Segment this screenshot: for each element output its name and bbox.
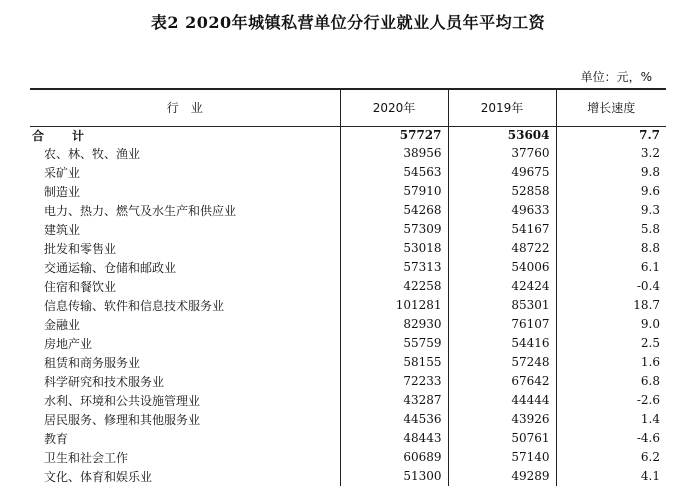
value-2019: 49675 [448, 163, 556, 182]
industry-name: 农、林、牧、渔业 [44, 146, 141, 161]
header-2020: 2020年 [340, 89, 448, 126]
industry-name: 金融业 [44, 317, 81, 332]
value-2020: 57910 [340, 182, 448, 201]
industry-name: 采矿业 [44, 165, 81, 180]
value-2019: 49633 [448, 201, 556, 220]
value-2020: 43287 [340, 391, 448, 410]
table-row [30, 144, 666, 163]
value-2019: 44444 [448, 391, 556, 410]
value-2020: 58155 [340, 353, 448, 372]
value-2019: 67642 [448, 372, 556, 391]
value-2020: 82930 [340, 315, 448, 334]
value-2019: 37760 [448, 144, 556, 163]
value-2020: 53018 [340, 239, 448, 258]
growth-rate: 6.1 [556, 258, 666, 277]
value-2019: 57140 [448, 448, 556, 467]
value-2020: 57309 [340, 220, 448, 239]
industry-name: 住宿和餐饮业 [44, 279, 117, 294]
table-row [30, 296, 666, 315]
table-row [30, 258, 666, 277]
growth-rate: 2.5 [556, 334, 666, 353]
total-label: 合 计 [32, 128, 93, 143]
value-2020: 42258 [340, 277, 448, 296]
industry-name: 居民服务、修理和其他服务业 [44, 412, 201, 427]
value-2020: 48443 [340, 429, 448, 448]
table-row [30, 448, 666, 467]
industry-name: 批发和零售业 [44, 241, 117, 256]
table-title: 表2 2020年城镇私营单位分行业就业人员年平均工资 [150, 13, 546, 32]
table-row [30, 391, 666, 410]
value-2020: 55759 [340, 334, 448, 353]
value-2020: 57313 [340, 258, 448, 277]
industry-name: 房地产业 [44, 336, 93, 351]
value-2019: 54006 [448, 258, 556, 277]
total-row [30, 126, 666, 144]
growth-rate: 3.2 [556, 144, 666, 163]
growth-rate: -4.6 [556, 429, 666, 448]
value-2020: 72233 [340, 372, 448, 391]
table-row [30, 163, 666, 182]
growth-rate: 8.8 [556, 239, 666, 258]
table-row [30, 315, 666, 334]
industry-name: 文化、体育和娱乐业 [44, 469, 153, 484]
header-2019: 2019年 [448, 89, 556, 126]
industry-name: 卫生和社会工作 [44, 450, 129, 465]
industry-name: 水利、环境和公共设施管理业 [44, 393, 201, 408]
value-2019: 43926 [448, 410, 556, 429]
value-2019: 54167 [448, 220, 556, 239]
unit-label: 单位：元，% [580, 70, 652, 84]
value-2019: 85301 [448, 296, 556, 315]
industry-name: 科学研究和技术服务业 [44, 374, 165, 389]
growth-rate: 9.8 [556, 163, 666, 182]
industry-name: 电力、热力、燃气及水生产和供应业 [44, 203, 237, 218]
growth-rate: 6.8 [556, 372, 666, 391]
value-2019: 50761 [448, 429, 556, 448]
industry-name: 交通运输、仓储和邮政业 [44, 260, 177, 275]
total-2019: 53604 [448, 126, 556, 144]
header-row [30, 89, 666, 126]
growth-rate: -0.4 [556, 277, 666, 296]
industry-name: 教育 [44, 431, 69, 446]
table-row [30, 372, 666, 391]
table-row [30, 410, 666, 429]
value-2020: 44536 [340, 410, 448, 429]
growth-rate: 18.7 [556, 296, 666, 315]
value-2020: 101281 [340, 296, 448, 315]
value-2020: 54563 [340, 163, 448, 182]
value-2019: 49289 [448, 467, 556, 486]
table-row [30, 239, 666, 258]
value-2019: 57248 [448, 353, 556, 372]
growth-rate: 9.6 [556, 182, 666, 201]
total-2020: 57727 [340, 126, 448, 144]
table-row [30, 220, 666, 239]
growth-rate: 1.4 [556, 410, 666, 429]
value-2019: 54416 [448, 334, 556, 353]
value-2019: 76107 [448, 315, 556, 334]
header-growth: 增长速度 [556, 89, 666, 126]
table-row [30, 334, 666, 353]
growth-rate: 1.6 [556, 353, 666, 372]
table-row [30, 429, 666, 448]
table-row [30, 467, 666, 486]
growth-rate: 9.3 [556, 201, 666, 220]
value-2020: 51300 [340, 467, 448, 486]
growth-rate: 6.2 [556, 448, 666, 467]
growth-rate: 5.8 [556, 220, 666, 239]
industry-name: 信息传输、软件和信息技术服务业 [44, 298, 225, 313]
industry-name: 制造业 [44, 184, 81, 199]
value-2019: 42424 [448, 277, 556, 296]
growth-rate: 9.0 [556, 315, 666, 334]
wage-table [30, 88, 666, 486]
total-growth: 7.7 [556, 126, 666, 144]
value-2020: 54268 [340, 201, 448, 220]
growth-rate: -2.6 [556, 391, 666, 410]
value-2020: 38956 [340, 144, 448, 163]
industry-name: 租赁和商务服务业 [44, 355, 141, 370]
growth-rate: 4.1 [556, 467, 666, 486]
table-row [30, 182, 666, 201]
value-2019: 52858 [448, 182, 556, 201]
table-row [30, 201, 666, 220]
industry-name: 建筑业 [44, 222, 81, 237]
table-row [30, 353, 666, 372]
value-2020: 60689 [340, 448, 448, 467]
table-row [30, 277, 666, 296]
value-2019: 48722 [448, 239, 556, 258]
header-industry: 行 业 [30, 89, 340, 126]
